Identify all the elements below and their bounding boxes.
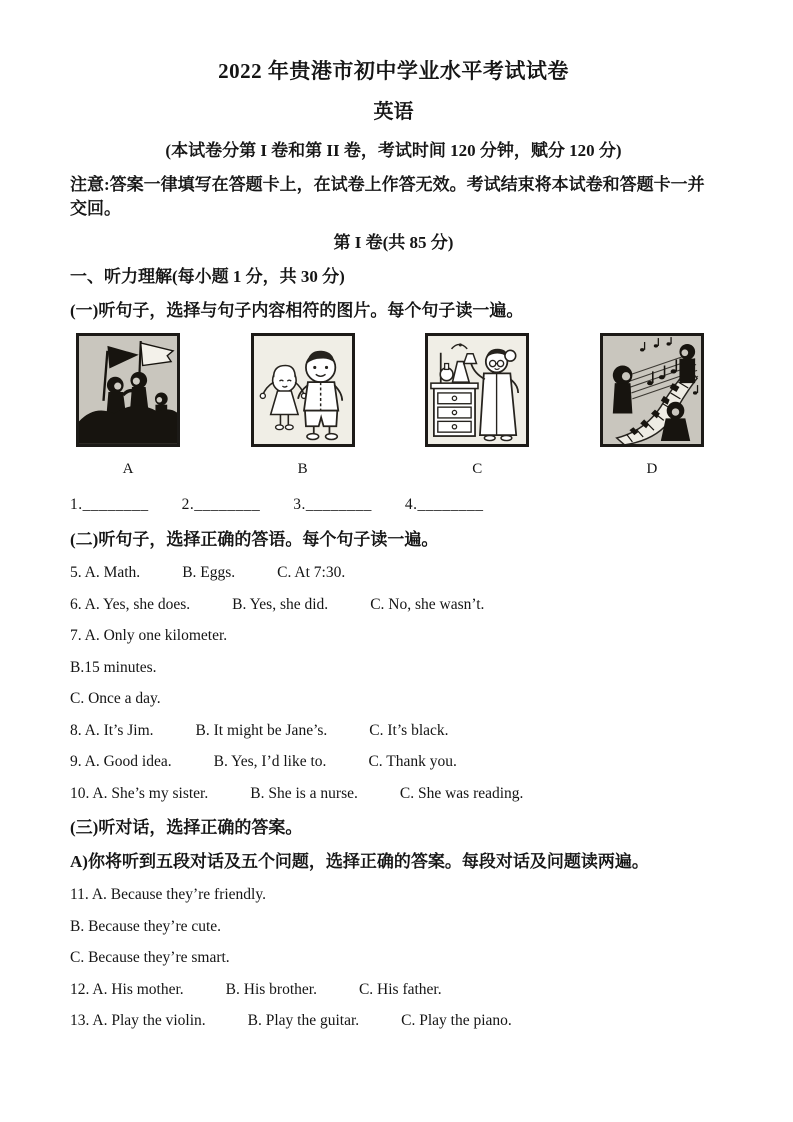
option-text: 6. A. Yes, she does. [70,595,191,613]
option-text: B. Yes, I’d like to. [213,753,327,770]
part-a-instruction: (一)听句子，选择与句子内容相符的图片。每个句子读一遍。 [70,301,524,320]
picture-row [76,333,704,447]
option-text: C. She was reading. [399,784,524,802]
part-c-instruction: (三)听对话，选择正确的答案。 [70,818,303,837]
answer-blank: 1.________ [70,496,149,513]
option-text: 10. A. She’s my sister. [70,784,209,802]
option-line [70,886,717,904]
scientist-chemistry-experiment-icon [428,336,526,444]
option-text: 8. A. It’s Jim. [70,721,154,739]
picture-label: A [122,461,134,477]
picture-label: C [472,461,483,477]
part-b-instruction: (二)听句子，选择正确的答语。每个句子读一遍。 [70,530,439,549]
option-text: C. At 7:30. [277,564,346,581]
option-line [70,596,717,614]
picture-c-scientist-experiment-image [425,333,529,447]
page-title: 2022 年贵港市初中学业水平考试试卷 [218,59,569,83]
option-line [70,785,717,803]
option-text: B. Yes, she did. [232,595,329,613]
part-b-options [70,564,717,803]
option-line [70,949,717,967]
option-text: 7. A. Only one kilometer. [70,627,228,644]
answer-blanks-row [70,495,717,514]
option-text: B.15 minutes. [70,658,157,676]
option-text: B. Because they’re cute. [70,917,222,935]
option-line [70,981,717,999]
option-text: B. His brother. [225,980,317,998]
picture-a-children-with-flags-image [76,333,180,447]
picture-label: B [297,461,308,477]
option-text: C. Once a day. [70,690,161,707]
notice-line: 注意:答案一律填写在答题卡上，在试卷上作答无效。考试结束将本试卷和答题卡一并交回。 [70,175,705,218]
option-text: C. His father. [358,980,442,998]
section1-heading: 一、听力理解(每小题 1 分，共 30 分) [70,267,345,286]
option-line [70,627,717,645]
option-line [70,918,717,936]
part-c-sub-instruction: A)你将听到五段对话及五个问题，选择正确的答案。每段对话及问题读两遍。 [70,852,649,871]
option-line [70,690,717,708]
option-line [70,564,717,582]
picture-labels-row [76,461,704,478]
option-text: C. Thank you. [368,753,457,770]
children-music-piano-notes-icon [603,336,701,444]
option-text: C. It’s black. [369,721,449,739]
option-text: C. Because they’re smart. [70,949,230,966]
option-line [70,659,717,677]
answer-blank: 2.________ [181,496,261,513]
answer-blank: 3.________ [293,496,372,513]
option-text: 13. A. Play the violin. [70,1012,206,1029]
option-text: B. Eggs. [182,564,236,581]
picture-label: D [646,461,658,477]
option-text: B. Play the guitar. [247,1012,360,1029]
picture-d-children-music-image [600,333,704,447]
option-text: 5. A. Math. [70,564,141,581]
option-text: C. No, she wasn’t. [370,595,485,613]
option-line [70,753,717,771]
children-with-flags-on-mountain-icon [79,336,177,444]
option-text: B. She is a nurse. [250,784,358,802]
option-text: B. It might be Jane’s. [195,721,328,739]
girl-and-boy-standing-icon [254,336,352,444]
exam-info: (本试卷分第 I 卷和第 II 卷，考试时间 120 分钟，赋分 120 分) [165,141,622,160]
option-text: 11. A. Because they’re friendly. [70,886,266,903]
option-line [70,1012,717,1030]
picture-b-girl-and-boy-image [251,333,355,447]
option-text: 9. A. Good idea. [70,753,172,770]
option-text: 12. A. His mother. [70,980,184,998]
answer-blank: 4.________ [404,496,484,513]
option-line [70,722,717,740]
subject-title: 英语 [373,101,414,123]
option-text: C. Play the piano. [401,1012,512,1029]
volume1-header: 第 I 卷(共 85 分) [333,233,454,252]
part-c-options [70,886,717,1030]
